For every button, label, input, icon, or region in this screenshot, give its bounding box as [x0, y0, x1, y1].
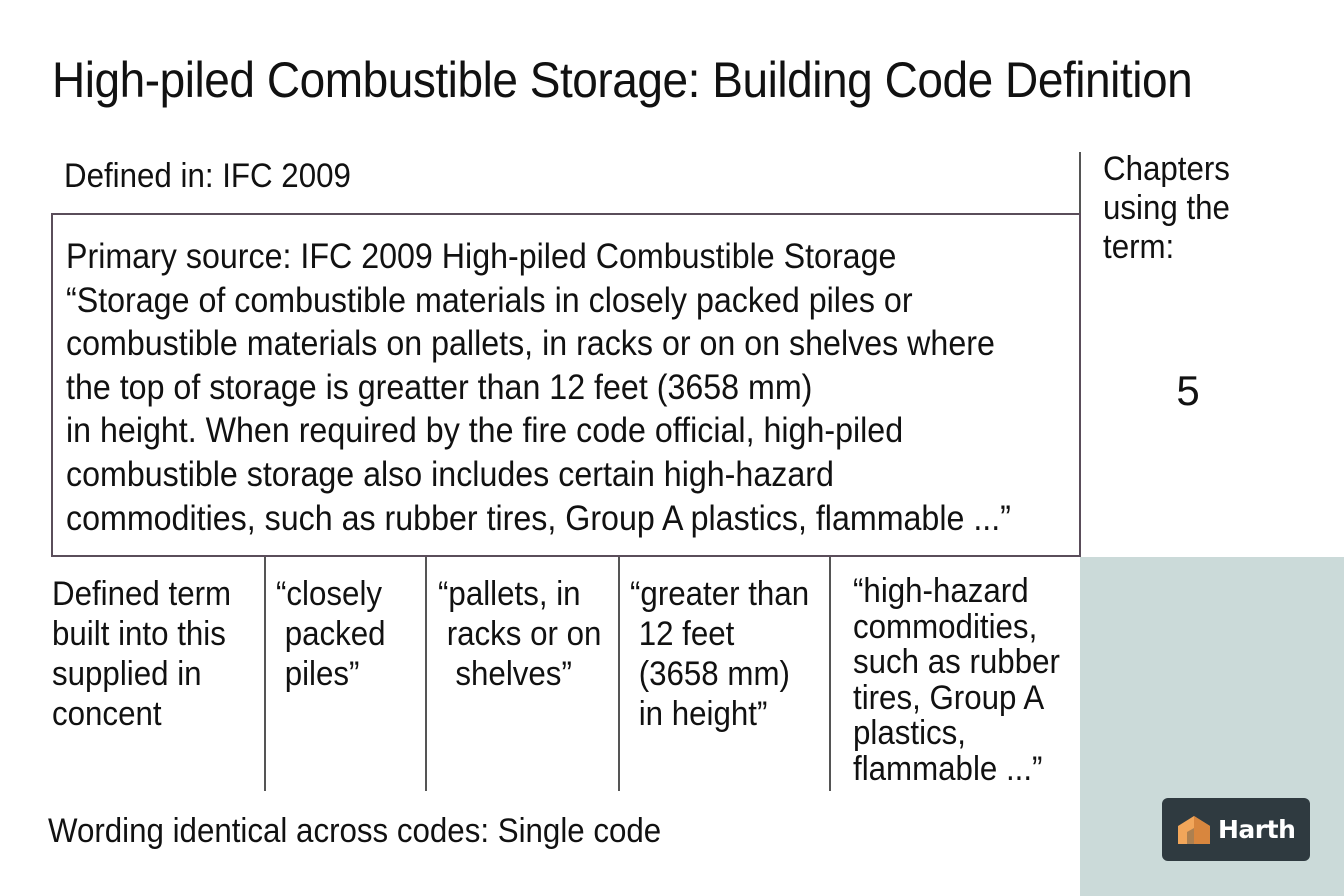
term-cell-line: in height” [630, 695, 768, 733]
term-header-line: built into this [52, 615, 226, 653]
term-cell [438, 574, 601, 694]
definition-line: combustible materials on pallets, in racks or on on shelves where [66, 324, 995, 364]
term-cell-line: tires, Group A [853, 678, 1045, 717]
chapters-label-line: Chapters [1103, 150, 1230, 188]
column-divider [425, 557, 427, 791]
term-cell-line: shelves” [438, 655, 572, 693]
term-header-line: concent [52, 695, 162, 733]
definition-line: combustible storage also includes certain high-hazard [66, 454, 834, 494]
term-header-line: Defined term [52, 575, 232, 613]
term-cell [853, 574, 1060, 787]
harth-logo-icon [1174, 810, 1214, 850]
definition-line: in height. When required by the fire code official, high-piled [66, 411, 904, 451]
term-cell-line: “greater than [630, 575, 810, 613]
harth-logo [1162, 798, 1310, 861]
definition-line: commodities, such as rubber tires, Group A plastics, flammable ...” [66, 498, 1011, 538]
footer-note: Wording identical across codes: Single code [48, 812, 662, 850]
term-cell [276, 574, 386, 694]
column-divider [264, 557, 266, 791]
column-divider [618, 557, 620, 791]
term-cell [630, 574, 809, 734]
logo-text: Harth [1218, 815, 1296, 844]
page-title: High-piled Combustible Storage: Building Code Definition [52, 52, 1193, 108]
definition-line: Primary source: IFC 2009 High-piled Combustible Storage [66, 237, 897, 276]
term-cell-line: flammable ...” [853, 749, 1043, 788]
term-cell-line: piles” [276, 655, 360, 693]
term-cell-line: such as rubber [853, 643, 1060, 681]
chapters-count: 5 [1176, 367, 1200, 414]
definition-box [51, 213, 1081, 557]
term-cell-line: “high-hazard [853, 572, 1029, 610]
chapters-label-line: using the [1103, 189, 1230, 227]
term-header-line: supplied in [52, 655, 202, 693]
term-cell-line: packed [276, 615, 386, 653]
term-cell-line: 12 feet [630, 615, 735, 653]
header-divider [1079, 152, 1081, 216]
chapters-label [1103, 150, 1305, 267]
term-cell-line: (3658 mm) [630, 655, 790, 693]
definition-text [66, 235, 1069, 540]
term-cell-line: “pallets, in [438, 575, 581, 613]
definition-line: the top of storage is greatter than 12 feet (3658 mm) [66, 367, 813, 407]
definition-line: “Storage of combustible materials in closely packed piles or [66, 280, 913, 320]
term-cell-line: “closely [276, 575, 383, 613]
term-header-cell [52, 574, 231, 734]
defined-in-label: Defined in: IFC 2009 [64, 157, 351, 195]
term-cell-line: commodities, [853, 607, 1038, 646]
term-cell-line: racks or on [438, 615, 602, 653]
column-divider [829, 557, 831, 791]
chapters-label-line: term: [1103, 228, 1175, 266]
term-cell-line: plastics, [853, 714, 967, 752]
